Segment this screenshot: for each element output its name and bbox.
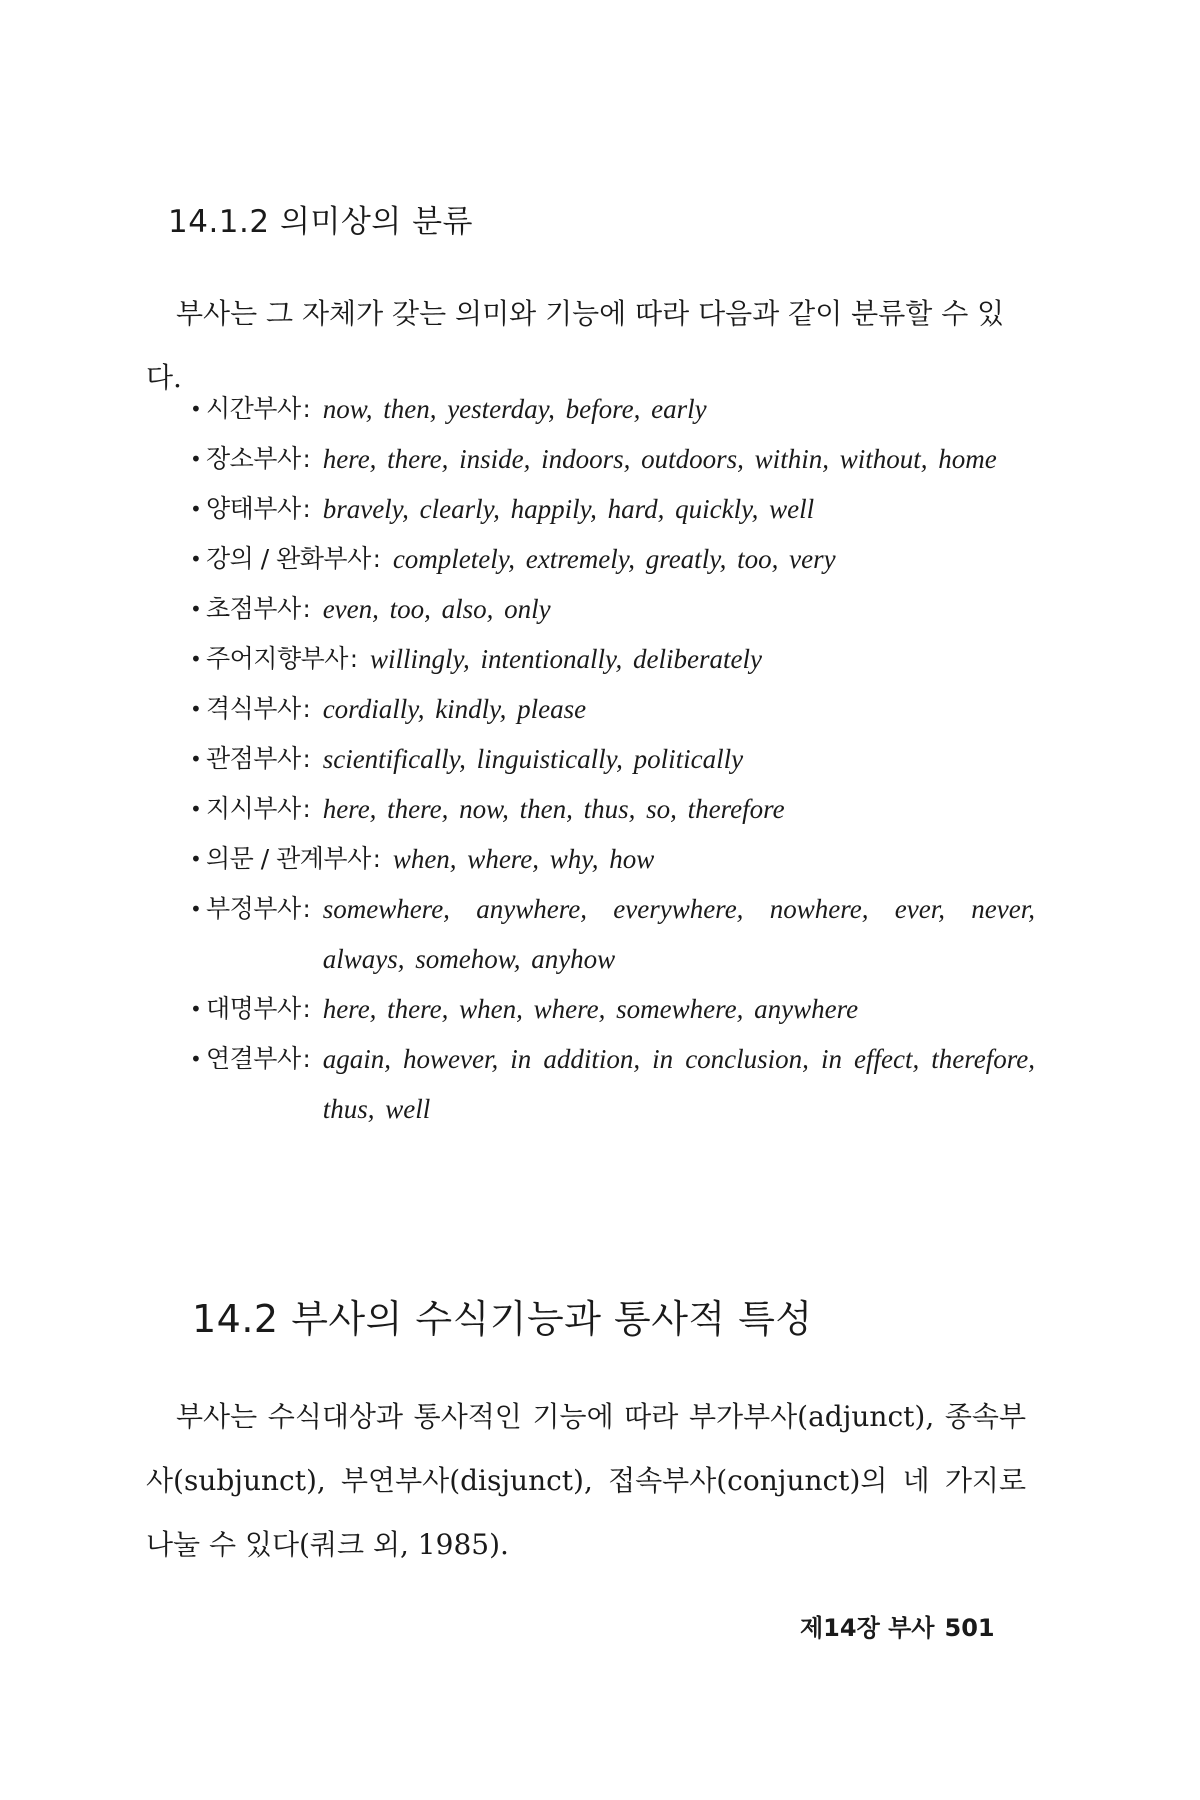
bullet-icon: • [190, 497, 202, 521]
bullet-icon: • [190, 1047, 202, 1071]
list-item [190, 584, 1035, 634]
colon-separator: : [302, 1045, 311, 1073]
bullet-icon: • [190, 447, 202, 471]
colon-separator: : [302, 595, 311, 623]
list-item [190, 734, 1035, 784]
bullet-icon: • [190, 697, 202, 721]
bullet-icon: • [190, 797, 202, 821]
chapter-label: 제14장 부사 [800, 1614, 935, 1642]
adverb-category: 주어지향부사 [206, 644, 348, 673]
list-item [190, 834, 1035, 884]
adverb-examples: even, too, also, only [322, 594, 551, 624]
adverb-category: 연결부사 [206, 1044, 301, 1073]
bullet-icon: • [190, 997, 202, 1021]
adverb-category: 강의 / 완화부사 [206, 544, 371, 573]
adverb-examples: somewhere, anywhere, everywhere, nowhere, ever, never, always, somehow, anyhow [322, 894, 1035, 974]
colon-separator: : [349, 645, 358, 673]
colon-separator: : [302, 445, 311, 473]
adverb-category: 격식부사 [206, 694, 301, 723]
bullet-icon: • [190, 847, 202, 871]
adverb-examples: when, where, why, how [392, 844, 655, 874]
list-item [190, 884, 1035, 984]
adverb-category: 지시부사 [206, 794, 301, 823]
adverb-category: 시간부사 [206, 394, 301, 423]
adverb-category: 부정부사 [206, 894, 301, 923]
adverb-category: 초점부사 [206, 594, 301, 623]
colon-separator: : [302, 695, 311, 723]
list-item [190, 484, 1035, 534]
adverb-classification-list [190, 384, 1035, 1134]
colon-separator: : [302, 495, 311, 523]
list-item [190, 634, 1035, 684]
adverb-examples: here, there, when, where, somewhere, anywhere [322, 994, 859, 1024]
adverb-examples: bravely, clearly, happily, hard, quickly, well [322, 494, 815, 524]
adverb-category: 양태부사 [206, 494, 301, 523]
bullet-icon: • [190, 747, 202, 771]
bullet-icon: • [190, 397, 202, 421]
list-item [190, 684, 1035, 734]
bullet-icon: • [190, 547, 202, 571]
bullet-icon: • [190, 597, 202, 621]
list-item [190, 534, 1035, 584]
adverb-examples: cordially, kindly, please [322, 694, 587, 724]
adverb-category: 대명부사 [206, 994, 301, 1023]
colon-separator: : [302, 745, 311, 773]
list-item [190, 1034, 1035, 1134]
adverb-category: 장소부사 [206, 444, 301, 473]
colon-separator: : [372, 845, 381, 873]
colon-separator: : [302, 395, 311, 423]
adverb-examples: scientifically, linguistically, politically [322, 744, 744, 774]
colon-separator: : [302, 995, 311, 1023]
adverb-category: 관점부사 [206, 744, 301, 773]
intro-paragraph: 부사는 그 자체가 갖는 의미와 기능에 따라 다음과 같이 분류할 수 있다. [146, 297, 1005, 394]
list-item [190, 984, 1035, 1034]
list-item [190, 784, 1035, 834]
adverb-examples: here, there, now, then, thus, so, therefore [322, 794, 785, 824]
adverb-examples: here, there, inside, indoors, outdoors, within, without, home [322, 444, 997, 474]
list-item [190, 434, 1035, 484]
colon-separator: : [302, 795, 311, 823]
bullet-icon: • [190, 897, 202, 921]
section-heading: 14.1.2 의미상의 분류 [168, 204, 473, 240]
page-number: 501 [944, 1614, 995, 1642]
adverb-examples: again, however, in addition, in conclusion, in effect, therefore, thus, well [322, 1044, 1035, 1124]
adverb-category: 의문 / 관계부사 [206, 844, 371, 873]
list-item [190, 384, 1035, 434]
page-footer [800, 1608, 995, 1643]
adverb-examples: now, then, yesterday, before, early [322, 394, 707, 424]
colon-separator: : [302, 895, 311, 923]
adverb-examples: completely, extremely, greatly, too, very [392, 544, 836, 574]
body-paragraph: 부사는 수식대상과 통사적인 기능에 따라 부가부사(adjunct), 종속부사(subjunct), 부연부사(disjunct), 접속부사(conjunct)의 네 가지로 나눌 수 있다(쿼크 외, 1985). [146, 1400, 1026, 1561]
adverb-examples: willingly, intentionally, deliberately [370, 644, 762, 674]
section-heading: 14.2 부사의 수식기능과 통사적 특성 [192, 1297, 813, 1341]
bullet-icon: • [190, 647, 202, 671]
colon-separator: : [372, 545, 381, 573]
